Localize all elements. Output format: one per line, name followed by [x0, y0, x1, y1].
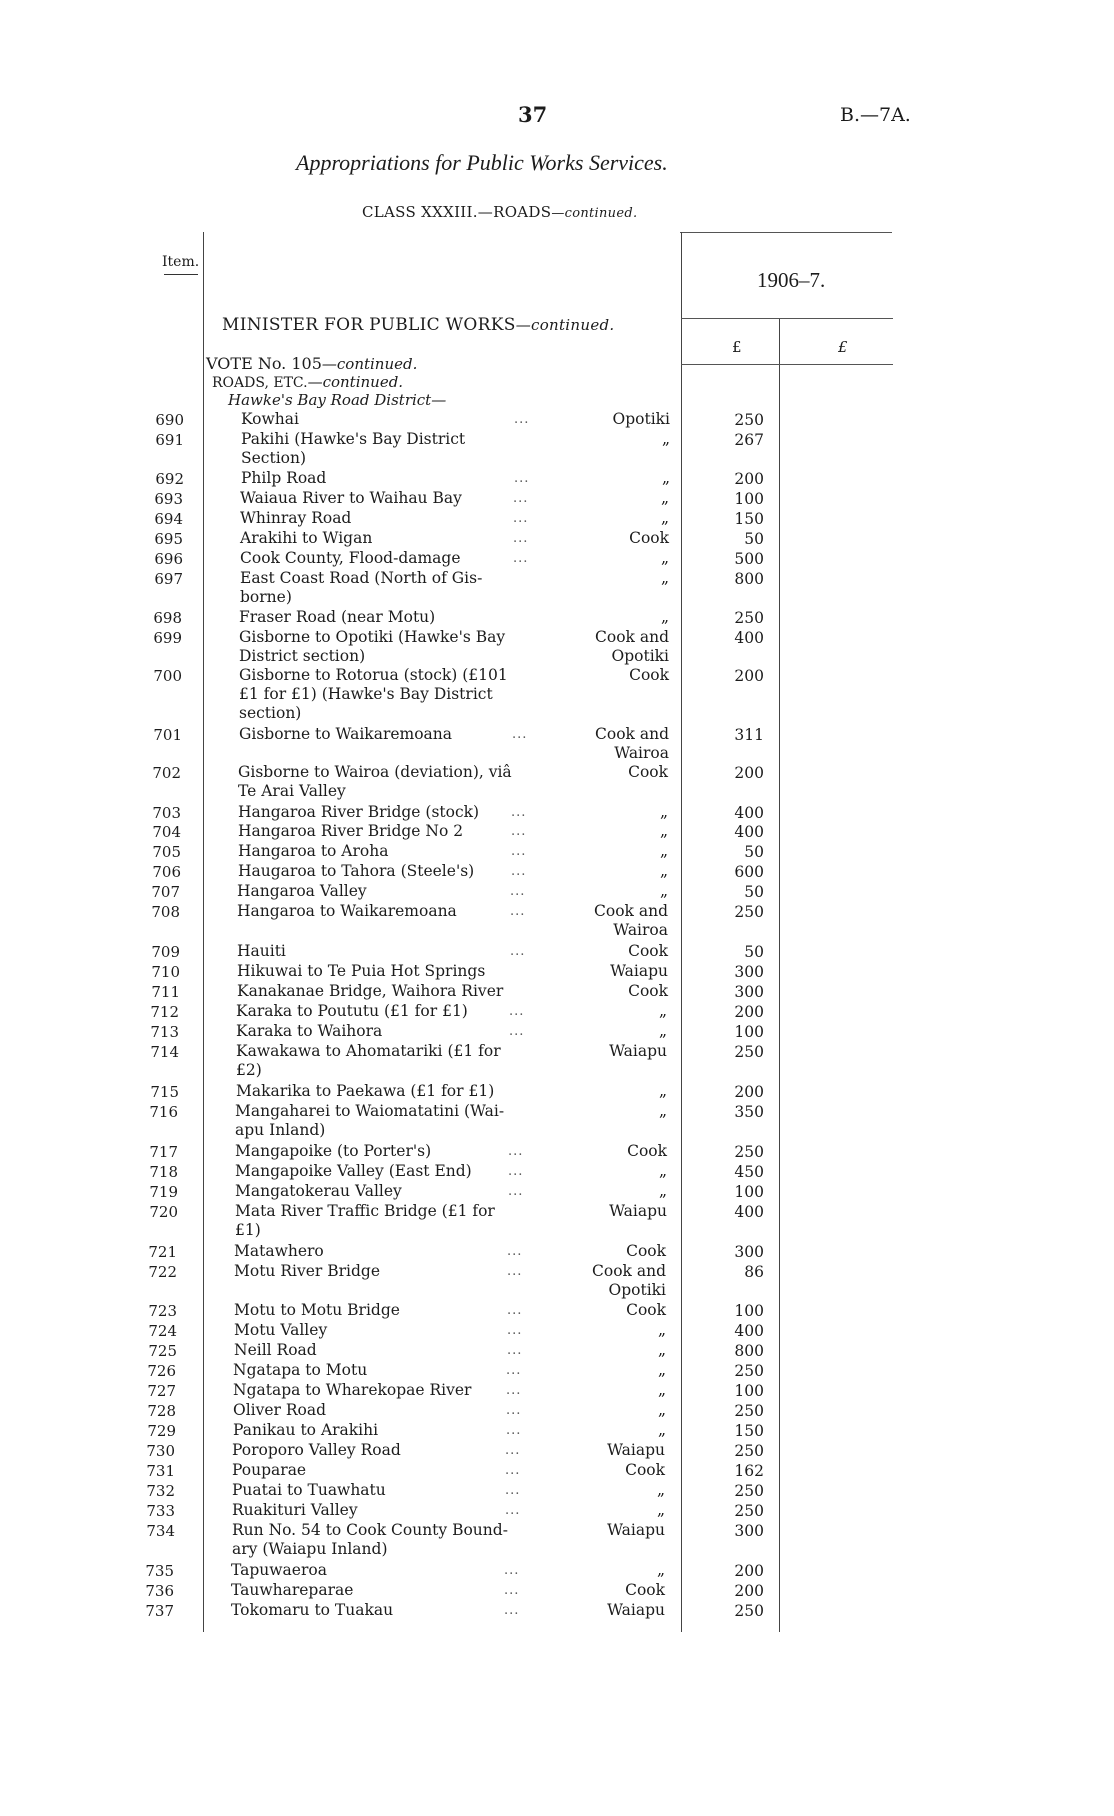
road-name: Makarika to Paekawa (£1 for £1) [236, 1082, 495, 1100]
road-name: Whinray Road [240, 509, 352, 527]
amount-value: 250 [734, 1442, 764, 1460]
leader-dots: ... [512, 727, 528, 742]
road-name: Karaka to Waihora [236, 1022, 383, 1040]
table-row [0, 430, 1114, 467]
table-row [0, 1242, 1114, 1262]
item-number: 720 [149, 1203, 178, 1221]
leader-dots: ... [511, 824, 527, 839]
amount-value: 200 [734, 667, 764, 685]
table-row [0, 1182, 1114, 1202]
item-number: 713 [150, 1023, 179, 1041]
table-row [0, 1581, 1114, 1601]
minister-heading-text: MINISTER FOR PUBLIC WORKS [222, 315, 516, 335]
table-row [0, 1102, 1114, 1139]
amount-value: 250 [734, 903, 764, 921]
amount-value: 150 [734, 510, 764, 528]
class-heading-suffix: —continued. [551, 206, 638, 221]
road-name: Gisborne to Waikaremoana [239, 725, 453, 743]
item-number: 717 [149, 1143, 178, 1161]
amount-value: 162 [734, 1462, 764, 1480]
county-name: Opotiki [612, 410, 670, 428]
table-row [0, 1202, 1114, 1239]
amount-value: 100 [734, 1382, 764, 1400]
item-number: 693 [154, 490, 183, 508]
table-row [0, 469, 1114, 489]
item-number: 712 [150, 1003, 179, 1021]
table-row [0, 529, 1114, 549]
item-number: 705 [152, 843, 181, 861]
county-name: Cook and Opotiki [592, 1262, 666, 1299]
table-row [0, 666, 1114, 722]
amount-value: 400 [734, 804, 764, 822]
county-name: „ [658, 1022, 667, 1040]
amount-value: 350 [734, 1103, 764, 1121]
leader-dots: ... [514, 412, 530, 427]
roads-heading-suffix: —continued. [307, 373, 404, 391]
table-row [0, 509, 1114, 529]
leader-dots: ... [510, 884, 526, 899]
table-row [0, 549, 1114, 569]
county-name: „ [658, 1082, 667, 1100]
road-name: Kawakawa to Ahomatariki (£1 for £2) [236, 1042, 501, 1079]
item-number: 697 [154, 570, 183, 588]
road-name: Kanakanae Bridge, Waihora River [237, 982, 504, 1000]
county-name: „ [656, 1561, 665, 1579]
item-number: 701 [153, 726, 182, 744]
item-number: 721 [148, 1243, 177, 1261]
county-name: „ [660, 569, 669, 587]
county-name: „ [660, 509, 669, 527]
table-row [0, 1341, 1114, 1361]
amount-value: 250 [734, 1502, 764, 1520]
road-name: Waiaua River to Waihau Bay [240, 489, 462, 507]
table-row [0, 1521, 1114, 1558]
county-name: „ [659, 803, 668, 821]
leader-dots: ... [504, 1583, 520, 1598]
road-name: Poroporo Valley Road [232, 1441, 401, 1459]
amount-value: 800 [734, 570, 764, 588]
item-number: 726 [147, 1362, 176, 1380]
amount-value: 50 [744, 843, 764, 861]
leader-dots: ... [513, 531, 529, 546]
county-name: „ [659, 882, 668, 900]
table-row [0, 725, 1114, 762]
road-name: Gisborne to Rotorua (stock) (£101 £1 for £1) (Hawke's Bay District section) [239, 666, 508, 722]
item-number: 734 [146, 1522, 175, 1540]
table-row [0, 1142, 1114, 1162]
amount-value: 100 [734, 1023, 764, 1041]
county-name: Cook [627, 1142, 667, 1160]
leader-dots: ... [513, 511, 529, 526]
item-number: 703 [152, 804, 181, 822]
table-row [0, 1601, 1114, 1621]
currency-symbol-1: £ [732, 338, 742, 356]
county-name: Cook [629, 529, 669, 547]
table-row [0, 1262, 1114, 1299]
item-number: 731 [146, 1462, 175, 1480]
county-name: Cook [629, 666, 669, 684]
amount-value: 800 [734, 1342, 764, 1360]
road-name: Kowhai [241, 410, 299, 428]
leader-dots: ... [506, 1423, 522, 1438]
amount-value: 250 [734, 609, 764, 627]
item-number: 722 [148, 1263, 177, 1281]
item-number: 732 [146, 1482, 175, 1500]
amount-value: 50 [744, 883, 764, 901]
road-name: Ngatapa to Wharekopae River [233, 1381, 472, 1399]
table-row [0, 628, 1114, 665]
county-name: „ [660, 608, 669, 626]
amount-value: 200 [734, 1083, 764, 1101]
table-row [0, 1401, 1114, 1421]
amount-value: 400 [734, 629, 764, 647]
table-row [0, 1361, 1114, 1381]
amount-value: 200 [734, 1582, 764, 1600]
county-name: „ [658, 1162, 667, 1180]
item-number: 695 [154, 530, 183, 548]
item-number: 714 [150, 1043, 179, 1061]
leader-dots: ... [504, 1603, 520, 1618]
amount-value: 150 [734, 1422, 764, 1440]
road-name: Mata River Traffic Bridge (£1 for £1) [235, 1202, 495, 1239]
county-name: „ [661, 469, 670, 487]
county-name: „ [656, 1501, 665, 1519]
table-row [0, 763, 1114, 800]
leader-dots: ... [511, 805, 527, 820]
road-name: Hikuwai to Te Puia Hot Springs [237, 962, 486, 980]
road-name: Ngatapa to Motu [233, 1361, 368, 1379]
road-name: Karaka to Poututu (£1 for £1) [236, 1002, 468, 1020]
county-name: „ [657, 1381, 666, 1399]
road-name: Hangaroa to Aroha [238, 842, 389, 860]
road-name: Fraser Road (near Motu) [239, 608, 436, 626]
amount-value: 400 [734, 1322, 764, 1340]
table-row [0, 1461, 1114, 1481]
table-row [0, 1082, 1114, 1102]
county-name: „ [659, 822, 668, 840]
road-name: Ruakituri Valley [232, 1501, 358, 1519]
road-name: Hangaroa to Waikaremoana [237, 902, 457, 920]
currency-symbol-2: £ [838, 338, 848, 356]
county-name: Waiapu [607, 1441, 665, 1459]
road-name: Motu Valley [234, 1321, 328, 1339]
county-name: „ [657, 1341, 666, 1359]
road-name: Tapuwaeroa [231, 1561, 327, 1579]
leader-dots: ... [505, 1483, 521, 1498]
item-number: 729 [147, 1422, 176, 1440]
road-name: Motu to Motu Bridge [234, 1301, 400, 1319]
table-row [0, 1162, 1114, 1182]
leader-dots: ... [510, 904, 526, 919]
road-name: Hangaroa Valley [237, 882, 367, 900]
road-name: Arakihi to Wigan [240, 529, 373, 547]
district-heading: Hawke's Bay Road District— [228, 391, 447, 409]
amount-value: 500 [734, 550, 764, 568]
amount-value: 267 [734, 431, 764, 449]
road-name: Panikau to Arakihi [233, 1421, 379, 1439]
county-name: „ [658, 1102, 667, 1120]
road-name: Mangaharei to Waiomatatini (Wai- apu Inland) [235, 1102, 505, 1139]
road-name: Mangapoike Valley (East End) [235, 1162, 472, 1180]
table-row [0, 982, 1114, 1002]
road-name: Mangatokerau Valley [235, 1182, 402, 1200]
road-name: Hangaroa River Bridge (stock) [238, 803, 480, 821]
road-name: Neill Road [234, 1341, 317, 1359]
county-name: „ [657, 1421, 666, 1439]
table-row [0, 842, 1114, 862]
amount-value: 450 [734, 1163, 764, 1181]
county-name: Cook and Opotiki [595, 628, 669, 665]
county-name: „ [659, 862, 668, 880]
vote-heading-suffix: —continued. [321, 355, 418, 373]
county-name: Cook [626, 1242, 666, 1260]
amount-value: 50 [744, 530, 764, 548]
item-number: 736 [145, 1582, 174, 1600]
item-number: 735 [145, 1562, 174, 1580]
amount-value: 200 [734, 1562, 764, 1580]
item-number: 699 [153, 629, 182, 647]
road-name: Puatai to Tuawhatu [232, 1481, 386, 1499]
leader-dots: ... [506, 1363, 522, 1378]
leader-dots: ... [509, 1024, 525, 1039]
item-number: 730 [146, 1442, 175, 1460]
amount-value: 200 [734, 470, 764, 488]
item-number: 719 [149, 1183, 178, 1201]
amount-value: 300 [734, 1522, 764, 1540]
amount-value: 300 [734, 963, 764, 981]
leader-dots: ... [513, 491, 529, 506]
county-name: „ [659, 842, 668, 860]
item-column-header: Item. [162, 254, 200, 270]
county-name: „ [658, 1182, 667, 1200]
county-name: Waiapu [609, 1042, 667, 1060]
amount-value: 250 [734, 1362, 764, 1380]
table-row [0, 942, 1114, 962]
amount-value: 86 [744, 1263, 764, 1281]
item-number: 718 [149, 1163, 178, 1181]
vote-heading-text: VOTE No. 105 [206, 354, 322, 373]
item-number: 707 [151, 883, 180, 901]
item-number: 704 [152, 823, 181, 841]
leader-dots: ... [508, 1164, 524, 1179]
leader-dots: ... [506, 1383, 522, 1398]
road-name: Philp Road [241, 469, 327, 487]
table-row [0, 962, 1114, 982]
road-name: Tokomaru to Tuakau [231, 1601, 394, 1619]
leader-dots: ... [511, 864, 527, 879]
leader-dots: ... [505, 1443, 521, 1458]
county-name: Cook [628, 982, 668, 1000]
leader-dots: ... [505, 1503, 521, 1518]
road-name: Oliver Road [233, 1401, 327, 1419]
table-row [0, 410, 1114, 430]
table-row [0, 822, 1114, 842]
road-name: Haugaroa to Tahora (Steele's) [238, 862, 475, 880]
amount-value: 250 [734, 1143, 764, 1161]
item-number: 706 [152, 863, 181, 881]
road-name: Matawhero [234, 1242, 324, 1260]
leader-dots: ... [508, 1184, 524, 1199]
table-row [0, 1321, 1114, 1341]
road-name: Tauwhareparae [231, 1581, 354, 1599]
county-name: Waiapu [607, 1521, 665, 1539]
table-row [0, 1022, 1114, 1042]
leader-dots: ... [506, 1403, 522, 1418]
county-name: „ [660, 549, 669, 567]
table-row [0, 1002, 1114, 1022]
document-reference: B.—7A. [840, 104, 911, 126]
amount-value: 400 [734, 1203, 764, 1221]
table-row [0, 1301, 1114, 1321]
road-name: East Coast Road (North of Gis- borne) [240, 569, 483, 606]
amount-value: 300 [734, 983, 764, 1001]
road-name: Gisborne to Wairoa (deviation), viâ Te Arai Valley [238, 763, 512, 800]
item-number: 691 [155, 431, 184, 449]
amount-value: 600 [734, 863, 764, 881]
county-name: „ [657, 1401, 666, 1419]
amount-value: 200 [734, 1003, 764, 1021]
leader-dots: ... [507, 1244, 523, 1259]
county-name: Cook and Wairoa [594, 902, 668, 939]
amount-value: 250 [734, 1043, 764, 1061]
county-name: Cook [625, 1461, 665, 1479]
item-number: 733 [146, 1502, 175, 1520]
item-number: 725 [148, 1342, 177, 1360]
item-number: 708 [151, 903, 180, 921]
table-row [0, 1421, 1114, 1441]
class-heading-text: CLASS XXXIII.—ROADS [362, 203, 552, 221]
item-number: 690 [155, 411, 184, 429]
amount-value: 100 [734, 1183, 764, 1201]
leader-dots: ... [508, 1144, 524, 1159]
amount-value: 250 [734, 1602, 764, 1620]
item-number: 710 [151, 963, 180, 981]
item-number: 716 [149, 1103, 178, 1121]
county-name: „ [657, 1321, 666, 1339]
road-name: Cook County, Flood-damage [240, 549, 461, 567]
table-row [0, 569, 1114, 606]
amount-value: 200 [734, 764, 764, 782]
minister-heading-suffix: —continued. [515, 316, 615, 334]
road-name: Mangapoike (to Porter's) [235, 1142, 432, 1160]
item-number: 709 [151, 943, 180, 961]
county-name: „ [656, 1481, 665, 1499]
item-number: 728 [147, 1402, 176, 1420]
item-number: 727 [147, 1382, 176, 1400]
item-number: 724 [148, 1322, 177, 1340]
county-name: „ [660, 489, 669, 507]
item-number: 692 [155, 470, 184, 488]
table-row [0, 803, 1114, 823]
county-name: Cook [628, 942, 668, 960]
amount-value: 250 [734, 1482, 764, 1500]
county-name: Waiapu [609, 1202, 667, 1220]
table-row [0, 882, 1114, 902]
table-row [0, 1481, 1114, 1501]
item-number: 698 [153, 609, 182, 627]
leader-dots: ... [505, 1463, 521, 1478]
leader-dots: ... [513, 551, 529, 566]
leader-dots: ... [509, 1004, 525, 1019]
item-number: 723 [148, 1302, 177, 1320]
item-number: 711 [151, 983, 180, 1001]
page-title: Appropriations for Public Works Services. [296, 150, 668, 175]
road-name: Motu River Bridge [234, 1262, 381, 1280]
county-name: „ [658, 1002, 667, 1020]
amount-value: 400 [734, 823, 764, 841]
road-name: Gisborne to Opotiki (Hawke's Bay District section) [239, 628, 506, 665]
amount-value: 50 [744, 943, 764, 961]
table-row [0, 608, 1114, 628]
page-number: 37 [518, 102, 548, 127]
amount-value: 250 [734, 411, 764, 429]
road-name: Hauiti [237, 942, 286, 960]
leader-dots: ... [507, 1264, 523, 1279]
leader-dots: ... [510, 944, 526, 959]
table-row [0, 902, 1114, 939]
table-row [0, 1561, 1114, 1581]
item-number: 700 [153, 667, 182, 685]
county-name: Waiapu [610, 962, 668, 980]
county-name: Waiapu [607, 1601, 665, 1619]
amount-value: 311 [734, 726, 764, 744]
roads-heading-text: ROADS, ETC. [212, 375, 308, 391]
county-name: Cook [626, 1301, 666, 1319]
amount-value: 300 [734, 1243, 764, 1261]
leader-dots: ... [511, 844, 527, 859]
item-number: 694 [154, 510, 183, 528]
county-name: Cook [625, 1581, 665, 1599]
county-name: „ [657, 1361, 666, 1379]
county-name: Cook [628, 763, 668, 781]
leader-dots: ... [514, 471, 530, 486]
item-number: 696 [154, 550, 183, 568]
table-row [0, 1381, 1114, 1401]
amount-value: 100 [734, 1302, 764, 1320]
leader-dots: ... [507, 1343, 523, 1358]
table-row [0, 862, 1114, 882]
leader-dots: ... [507, 1303, 523, 1318]
road-name: Run No. 54 to Cook County Bound- ary (Waiapu Inland) [232, 1521, 508, 1558]
year-column-header: 1906–7. [757, 268, 826, 292]
table-row [0, 1501, 1114, 1521]
table-row [0, 489, 1114, 509]
road-name: Pouparae [232, 1461, 307, 1479]
county-name: „ [661, 430, 670, 448]
item-number: 702 [152, 764, 181, 782]
road-name: Hangaroa River Bridge No 2 [238, 822, 464, 840]
road-name: Pakihi (Hawke's Bay District Section) [241, 430, 466, 467]
table-row [0, 1441, 1114, 1461]
amount-value: 100 [734, 490, 764, 508]
leader-dots: ... [507, 1323, 523, 1338]
leader-dots: ... [504, 1563, 520, 1578]
amount-value: 250 [734, 1402, 764, 1420]
county-name: Cook and Wairoa [595, 725, 669, 762]
item-number: 737 [145, 1602, 174, 1620]
table-row [0, 1042, 1114, 1079]
item-number: 715 [150, 1083, 179, 1101]
